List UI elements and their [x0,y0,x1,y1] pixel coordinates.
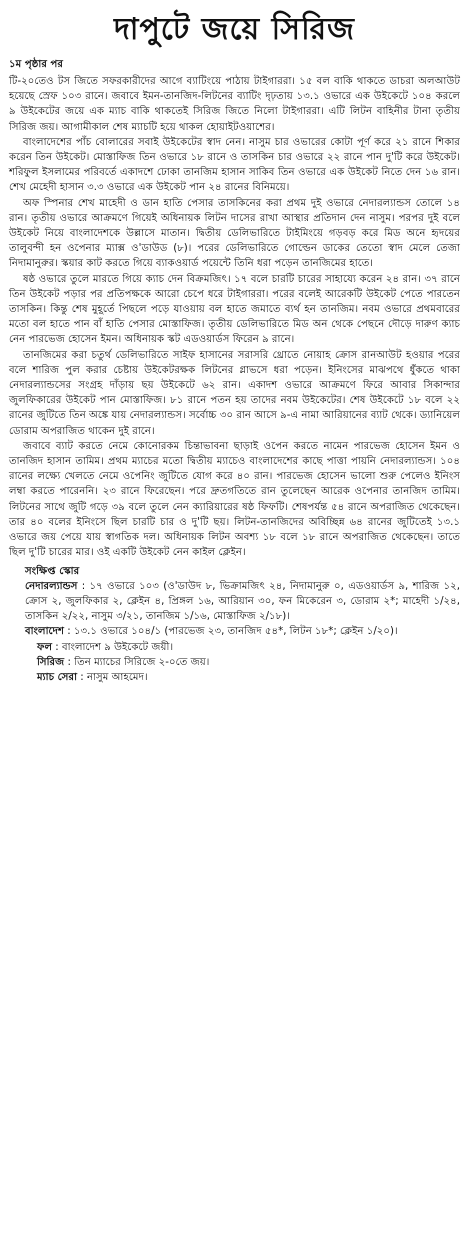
headline: দাপুটে জয়ে সিরিজ [113,12,355,47]
result-line [9,640,460,655]
continued-label: ১ম পৃষ্ঠার পর [9,59,63,70]
player-of-match-label: ম্যাচ সেরা [37,671,78,683]
paragraph-5: তানজিমের করা চতুর্থ ডেলিভারিতে সাইফ হাসানের সরাসরি থ্রোতে নোয়াহ ক্রোস রানআউট হওয়ার পরের বলে শারিজ পুল করার চেষ্টায় উইকেটরক্ষক লিটনের গ্লাভসে ধরা পড়েন। ইনিংসের মাঝপথে ধুঁকতে থাকা নেদারল্যান্ডসের সংগ্রহ দাঁড়ায় ছয় উইকেটে ৬২ রান। একাদশ ওভারে আক্রমণে ফিরে আবার সিকান্দার জুলফিকারের উইকেট পান মোস্তাফিজ। ৮১ রানে পতন হয় তাদের নবম উইকেটের। শেষ উইকেটে ১৮ বলে ২২ রানের জুটিতে তিন অঙ্কে যায় নেদারল্যান্ডস। সর্বোচ্চ ৩০ রান আসে ৯-এ নামা আরিয়ানের ব্যাট থেকে। ড্যানিয়েল ডোরাম অপরাজিত থাকেন দুই রানে। [9,349,460,437]
series-label: সিরিজ [37,656,65,668]
bangladesh-label: বাংলাদেশ [25,626,65,638]
paragraph-4: ষষ্ঠ ওভারে তুলে মারতে গিয়ে ক্যাচ দেন বিক্রমজিৎ। ১৭ বলে চারটি চারের সাহায্যে করেন ২৪ রান। ৩৭ রানে তিন উইকেট পড়ার পর প্রতিপক্ষকে আরো চেপে ধরে টাইগাররা। পরের বলেই আরেকটি উইকেট পেতে পারতেন তাসকিন। কিন্তু শেষ মুহূর্তে পিছলে পড়ে যাওয়ায় বল হাতে জমাতে ব্যর্থ হন তানজিম। নবম ওভারে প্রথমবারের মতো বল হাতে পান বাঁ হাতি পেসার মোস্তাফিজ। তৃতীয় ডেলিভারিতে মিড অন থেকে পেছনে দৌড়ে দারুণ ক্যাচ নেন পারভেজ হোসেন ইমন। অধিনায়ক স্কট এডওয়ার্ডস ফিরেন ৯ রানে। [9,273,460,346]
player-of-match-text: : নাসুম আহমেদ। [77,671,148,683]
paragraph-6: জবাবে ব্যাট করতে নেমে কোনোরকম চিন্তাভাবনা ছাড়াই ওপেন করতে নামেন পারভেজ হোসেন ইমন ও তানজিদ হাসান তামিম। প্রথম ম্যাচের মতো দ্বিতীয় ম্যাচেও বাংলাদেশের কাছে পাত্তা পায়নি নেদারল্যান্ডস। ১০৪ রানের লক্ষ্যে খেলতে নেমে ওপেনিং জুটিতে যোগ করে ৪০ রান। পারভেজ হোসেন ভালো শুরু পেলেও ইনিংস লম্বা করতে পারেননি। ২৩ রানে ফিরেছেন। পরে দ্রুতগতিতে রান তুলেছেন আরেক ওপেনার তানজিদ তামিম। লিটনের সাথে জুটি গড়ে ৩৯ বলে তুলে নেন ক্যারিয়ারের ষষ্ঠ ফিফটি। শেষপর্যন্ত ৫৪ রানে অপরাজিত থেকেছেন। তার ৪০ বলের ইনিংসে ছিল চারটি চার ও দু'টি ছয়। লিটন-তানজিদের অবিচ্ছিন্ন ৬৪ রানের জুটিতেই ১৩.১ ওভারে জয় পেয়ে যায় স্বাগতিক দল। অধিনায়ক লিটন অবশ্য ১৮ বলে ১৮ রানে অপরাজিত থেকেছেন। তাতে ছিল দু'টি চারের মার। ওই একটি উইকেট নেন কাইল ক্লেইন। [9,440,460,559]
bangladesh-score-text: : ১৩.১ ওভারে ১০৪/১ (পারভেজ ২৩, তানজিদ ৫৪*, লিটন ১৮*; ক্লেইন ১/২০)। [64,626,398,638]
result-label: ফল [37,641,53,653]
series-line [9,655,460,670]
score-summary [9,564,460,686]
paragraph-2: বাংলাদেশের পাঁচ বোলারের সবাই উইকেটের স্বাদ নেন। নাসুম চার ওভারের কোটা পূর্ণ করে ২১ রানে শিকার করেন তিন উইকেট। মোস্তাফিজ তিন ওভারে ১৮ রানে ও তাসকিন চার ওভারে ২২ রানে পান দু'টি করে উইকেট। শরিফুল ইসলামের পরিবর্তে একাদশে ঢোকা তানজিম হাসান সাকিব তিন ওভারে এক উইকেট নিতে দেন ১৬ রান। শেখ মেহেদী হাসান ৩.৩ ওভারে এক উইকেট পান ২৪ রানের বিনিময়ে। [9,136,460,194]
bangladesh-score [9,624,460,639]
player-of-match-line [9,670,460,685]
netherlands-score-text: : ১৭ ওভারে ১০৩ (ও'ডাউদ ৮, ভিক্রামজিৎ ২৪, নিদামানুরু ০, এডওয়ার্ডস ৯, শারিজ ১২, ক্রোস ২, জুলফিকার ২, ক্লেইন ৪, প্রিঙ্গল ১৬, আরিয়ান ৩০, ফন মিকেরেন ৩, ডোরাম ২*; মাহেদী ১/২৪, তাসকিন ২/২২, নাসুম ৩/২১, তানজিম ১/১৬, মোস্তাফিজ ২/১৮)। [25,580,460,623]
paragraph-3: অফ স্পিনার শেখ মাহেদী ও ডান হাতি পেসার তাসকিনের করা প্রথম দুই ওভারে নেদারল্যান্ডস তোলে ১৪ রান। তৃতীয় ওভারে আক্রমণে গিয়েই অধিনায়ক লিটন দাসের রাখা আস্থার প্রতিদান দেন নাসুম। পরপর দুই বলে উইকেট নিয়ে বাংলাদেশকে উল্লাসে মাতান। দ্বিতীয় ডেলিভারিতে টাইমিংয়ে গড়বড় করে মিড অনে হৃদয়ের তালুবন্দী হন ওপেনার ম্যাক্স ও'ডাউড (৮)। পরের ডেলিভারিতে গোল্ডেন ডাকের তেতো স্বাদ মেলে তেজা নিদামানুরুর। স্কয়ার কাট করতে গিয়ে ব্যাকওয়ার্ড পয়েন্টে তিনি ধরা পড়েন তানজিমের হাতে। [9,197,460,270]
netherlands-score [9,579,460,625]
summary-heading: সংক্ষিপ্ত স্কোর [25,565,80,577]
result-text: : বাংলাদেশ ৯ উইকেটে জয়ী। [52,641,174,653]
series-text: : তিন ম্যাচের সিরিজে ২-০তে জয়। [64,656,210,668]
paragraph-1: টি-২০তেও টস জিতে সফরকারীদের আগে ব্যাটিংয়ে পাঠায় টাইগাররা। ১৫ বল বাকি থাকতে ডাচরা অলআউট হয়েছে স্রেফ ১০৩ রানে। জবাবে ইমন-তানজিদ-লিটনের ব্যাটিং দৃঢ়তায় ১৩.১ ওভারে এক উইকেটে ১০৪ করলে ৯ উইকেটের জয়ে এক ম্যাচ বাকি থাকতেই সিরিজ জিতে নিলো টাইগাররা। এটি লিটন বাহিনীর টানা তৃতীয় সিরিজ জয়। আগামীকাল শেষ ম্যাচটি হয়ে থাকল হোয়াইটওয়াশের। [9,76,460,133]
netherlands-label: নেদারল্যান্ডস [25,580,78,592]
